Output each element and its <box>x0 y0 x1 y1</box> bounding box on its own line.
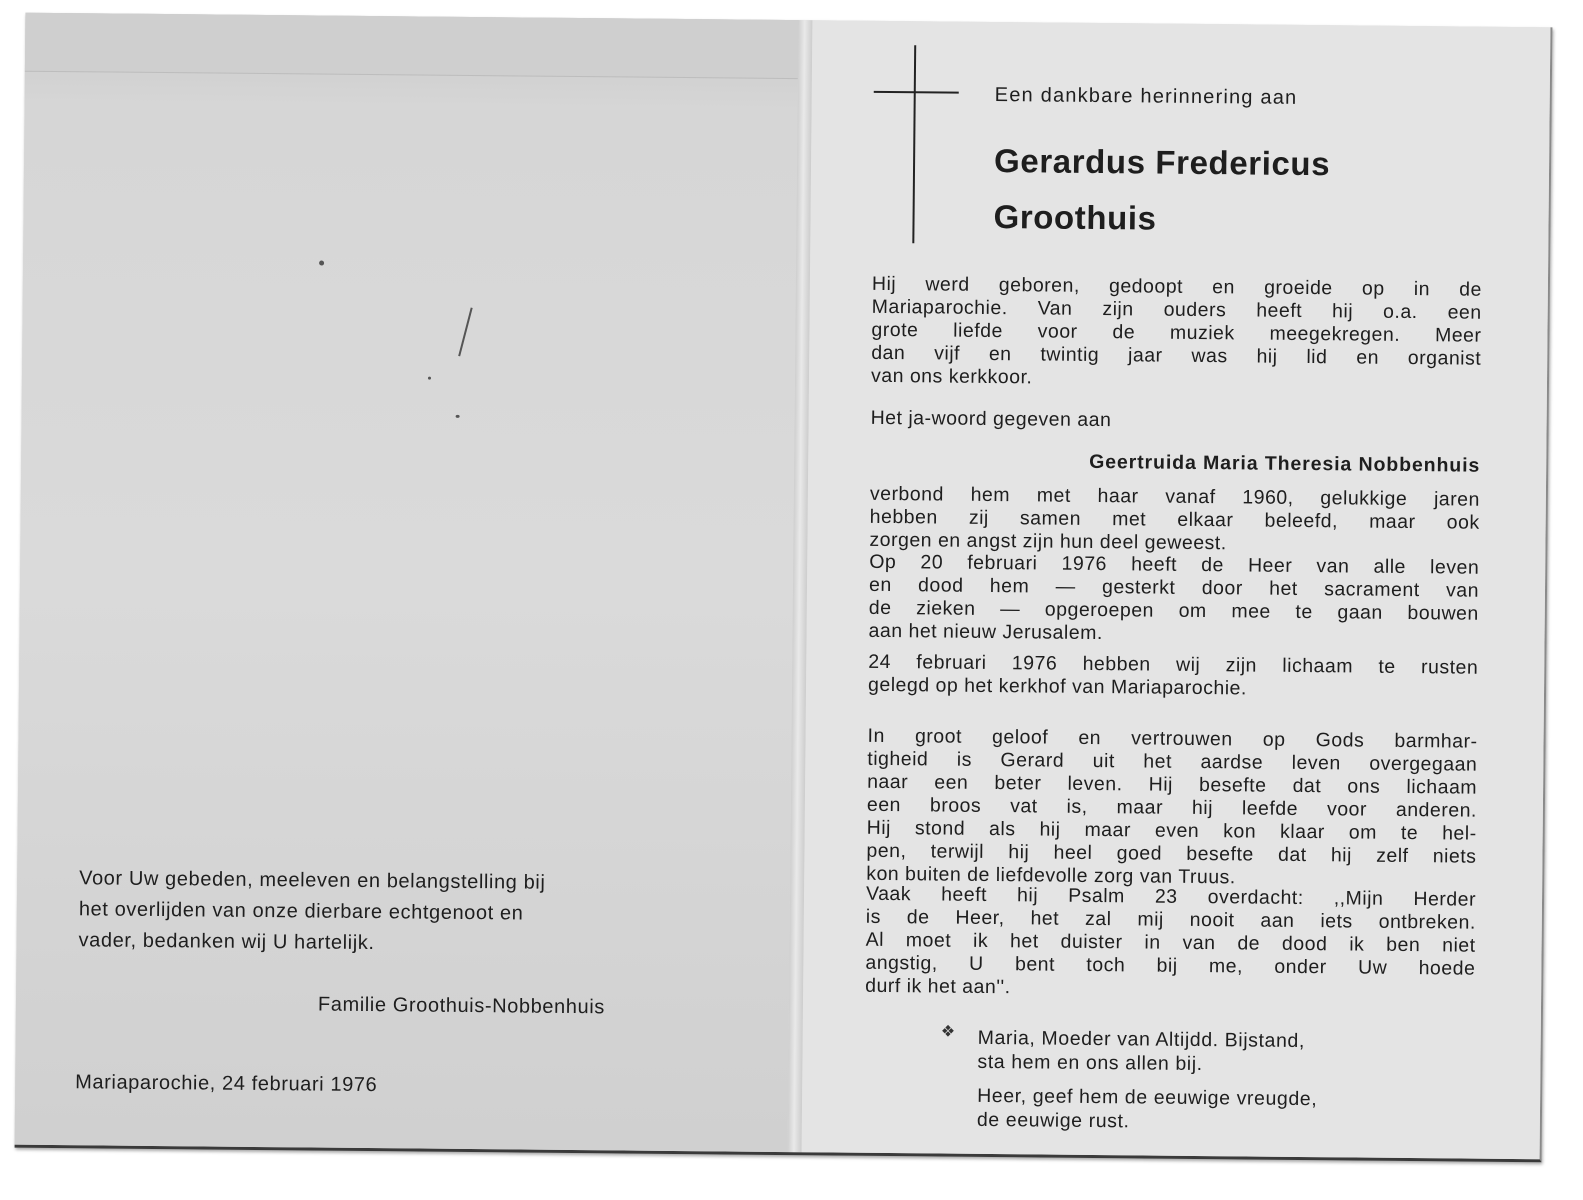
bio-paragraph <box>868 551 1479 649</box>
bio-line: aan het nieuw Jerusalem. <box>868 619 1103 645</box>
left-panel <box>15 13 799 1152</box>
pencil-mark <box>458 307 472 356</box>
bio-paragraph <box>868 651 1478 703</box>
memorial-card <box>15 13 1553 1163</box>
bio-paragraph <box>866 725 1478 892</box>
speck <box>428 377 431 380</box>
bio-line: In groot geloof en vertrouwen op Gods barmhar- <box>867 724 1478 753</box>
prayer-text <box>977 1026 1427 1078</box>
bio-paragraph: Het ja-woord gegeven aan <box>870 406 1112 432</box>
place-date: Mariaparochie, 24 februari 1976 <box>75 1071 378 1097</box>
family-signature: Familie Groothuis-Nobbenhuis <box>317 993 606 1019</box>
speck <box>319 261 324 266</box>
bio-paragraph <box>865 883 1476 1004</box>
intro-text: Een dankbare herinnering aan <box>994 84 1298 109</box>
cross-icon-bar <box>874 91 959 94</box>
spouse-name: Geertruida Maria Theresia Nobbenhuis <box>1089 450 1481 477</box>
thanks-line: vader, bedanken wij U hartelijk. <box>78 929 375 955</box>
thanks-text <box>78 863 687 962</box>
bio-line: Op 20 februari 1976 heeft de Heer van alle leven <box>869 550 1480 579</box>
bio-line: hebben zij samen met elkaar beleefd, maar ook <box>869 505 1480 534</box>
thanks-line: het overlijden van onze dierbare echtgenoot en <box>78 898 524 925</box>
bio-line: durf ik het aan''. <box>865 974 1011 999</box>
deceased-name-last: Groothuis <box>993 198 1157 237</box>
top-band <box>25 13 799 79</box>
bio-line: en dood hem — gesterkt door het sacrament van <box>868 573 1480 602</box>
bio-line: tigheid is Gerard uit het aardse leven overgegaan <box>867 747 1478 776</box>
bio-line: 24 februari 1976 hebben wij zijn lichaam te rusten <box>868 650 1479 679</box>
bio-line: van ons kerkkoor. <box>870 364 1033 389</box>
prayer-line: de eeuwige rust. <box>976 1108 1130 1133</box>
thanks-line: Voor Uw gebeden, meeleven en belangstelling bij <box>79 867 546 894</box>
bio-line: angstig, U bent toch bij me, onder Uw hoede <box>865 951 1476 980</box>
bio-line: de zieken — opgeroepen om mee te gaan bouwen <box>868 596 1479 625</box>
bio-line: Al moet ik het duister in van de dood ik ben niet <box>865 928 1476 957</box>
bio-line: Mariaparochie. Van zijn ouders heeft hij o.a. een <box>871 295 1482 324</box>
bio-paragraph <box>871 273 1482 394</box>
bio-line: Vaak heeft hij Psalm 23 overdacht: ,,Mijn Herder <box>865 882 1477 911</box>
prayer-line: sta hem en ons allen bij. <box>977 1050 1203 1076</box>
ornament-icon: ❖ <box>940 1023 956 1041</box>
bio-line: verbond hem met haar vanaf 1960, gelukkige jaren <box>869 482 1480 511</box>
prayer-line: Maria, Moeder van Altijdd. Bijstand, <box>977 1026 1306 1053</box>
bio-line: is de Heer, het zal mij nooit aan iets ontbreken. <box>865 905 1476 934</box>
bio-line: pen, terwijl hij heel goed besefte dat hij zelf niets <box>866 839 1477 868</box>
bio-line: Hij stond als hij maar even kon klaar om te hel- <box>866 816 1477 845</box>
prayer-line: Heer, geef hem de eeuwige vreugde, <box>977 1084 1318 1111</box>
bio-paragraph <box>869 483 1480 558</box>
prayer-text <box>977 1084 1427 1136</box>
bio-line: naar een beter leven. Hij besefte dat ons lichaam <box>867 770 1478 799</box>
deceased-name-first: Gerardus Fredericus <box>993 142 1331 183</box>
bio-line: Hij werd geboren, gedoopt en groeide op in de <box>871 272 1482 301</box>
bio-line: een broos vat is, maar hij leefde voor anderen. <box>866 793 1477 822</box>
bio-line: grote liefde voor de muziek meegekregen. Meer <box>871 318 1482 347</box>
speck <box>456 415 460 418</box>
bio-line: dan vijf en twintig jaar was hij lid en organist <box>871 341 1482 370</box>
bio-line: zorgen en angst zijn hun deel geweest. <box>869 528 1227 555</box>
right-panel <box>802 20 1551 1159</box>
bio-line: gelegd op het kerkhof van Mariaparochie. <box>867 673 1247 700</box>
cross-icon <box>912 45 916 243</box>
bio-line: kon buiten de liefdevolle zorg van Truus. <box>866 862 1236 889</box>
